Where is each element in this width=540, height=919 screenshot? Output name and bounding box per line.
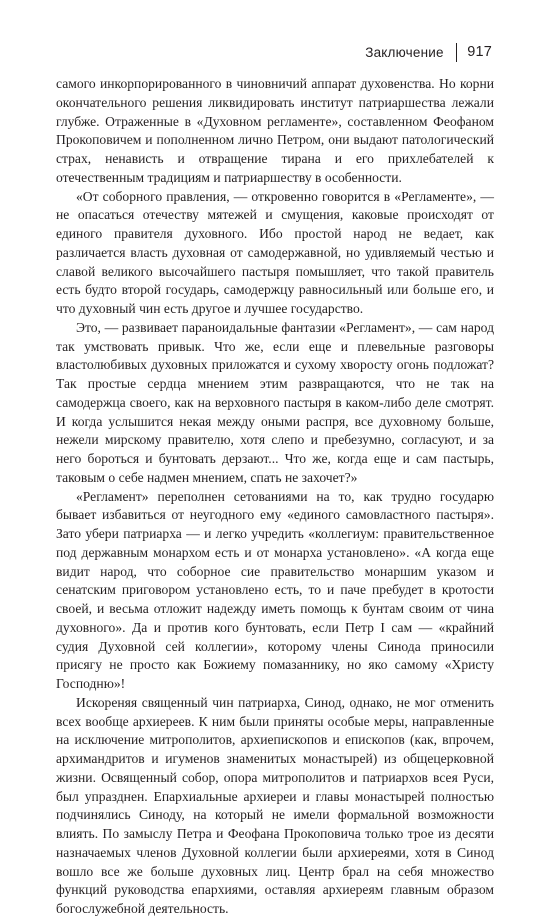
body-text: [56, 75, 494, 919]
paragraph-synod-bishops: Искореняя священный чин патриарха, Синод, однако, не мог отменить всех вообще архиереев. К ним были приняты особые меры, направленные на исключение митрополитов, архиепископов и епископов (как, впрочем, архимандритов и игуменов знаменитых монастырей) из общецерковной жизни. Освященный собор, опора митрополитов и патриархов всея Руси, был упразднен. Епархиальные архиереи и главы монастырей полностью подчинялись Синоду, на который не имели формальной возможности влиять. По замыслу Петра и Феофана Прокоповича только трое из десяти назначаемых членов Духовной коллегии были архиереями, хотя в Синод вошло все же больше духовных лиц. Центр брал на себя множество функций руководства епархиями, оставляя архиереям главным образом богослужебной деятельность.: [56, 694, 494, 916]
paragraph-regulation-quote: «От соборного правления, — откровенно говорится в «Регламенте», — не опасаться отечеству мятежей и смущения, каковые происходят от единого правителя духовного. Ибо простой народ не ведает, как различается власть духовная от самодержавной, но удивляемый честью и славой великого высочайшего пастыря помышляет, что такой правитель есть будто второй государь, самодержцу равносильный или больше его, и что духовный чин есть другое и лучшее государство.: [56, 188, 494, 316]
paragraph-regulation-fantasies: Это, — развивает параноидальные фантазии «Регламент», — сам народ так умствовать привык. Что же, если еще и плевельные разговоры властолюбивых духовных приложатся и сухому хворосту огонь подложат? Так простые сердца мнением этим развращаются, что не так на самодержца своего, как на верховного пастыря в каком-либо деле смотрят. И когда услышится некая между оными распря, все духовному больше, нежели мирскому правителю, хотя слепо и пребезумно, согласуют, и за него бороться и бунтовать дерзают... Что же, когда еще и сам пастырь, таковым о себе надмен мнением, спать не захочет?»: [56, 319, 494, 485]
page-number: 917: [467, 44, 492, 60]
running-head: [365, 42, 492, 62]
paragraph-regulation-complaints: «Регламент» переполнен сетованиями на то, как трудно государю бывает избавиться от неугодного ему «единого самовластного пастыря». Зато убери патриарха — и легко учредить «коллегиум: правительственное под державным монархом есть и от монарха установлено». «А когда еще видит народ, что соборное сие правительство монаршим указом и сенатским приговором установлено есть, то и паче пребудет в кротости своей, и весьма отложит надежду иметь помощь к бунтам своим от чина духовного». Да и против кого бунтовать, если Петр I сам — «крайний судия Духовной сей коллегии», которому члены Синода приносили присягу не просто как Божиему помазаннику, но яко самому «Христу Господню»!: [56, 488, 494, 691]
section-title: Заключение: [365, 44, 444, 60]
header-divider: [456, 43, 458, 62]
paragraph-continued: самого инкорпорированного в чиновничий аппарат духовенства. Но корни окончательного решения ликвидировать институт патриаршества лежали глубже. Отраженные в «Духовном регламенте», составленном Феофаном Прокоповичем и пополненном лично Петром, они выдают патологический страх, ненависть и отвращение тирана и его прихлебателей к отечественным традициям и патриаршеству в особенности.: [56, 76, 494, 185]
